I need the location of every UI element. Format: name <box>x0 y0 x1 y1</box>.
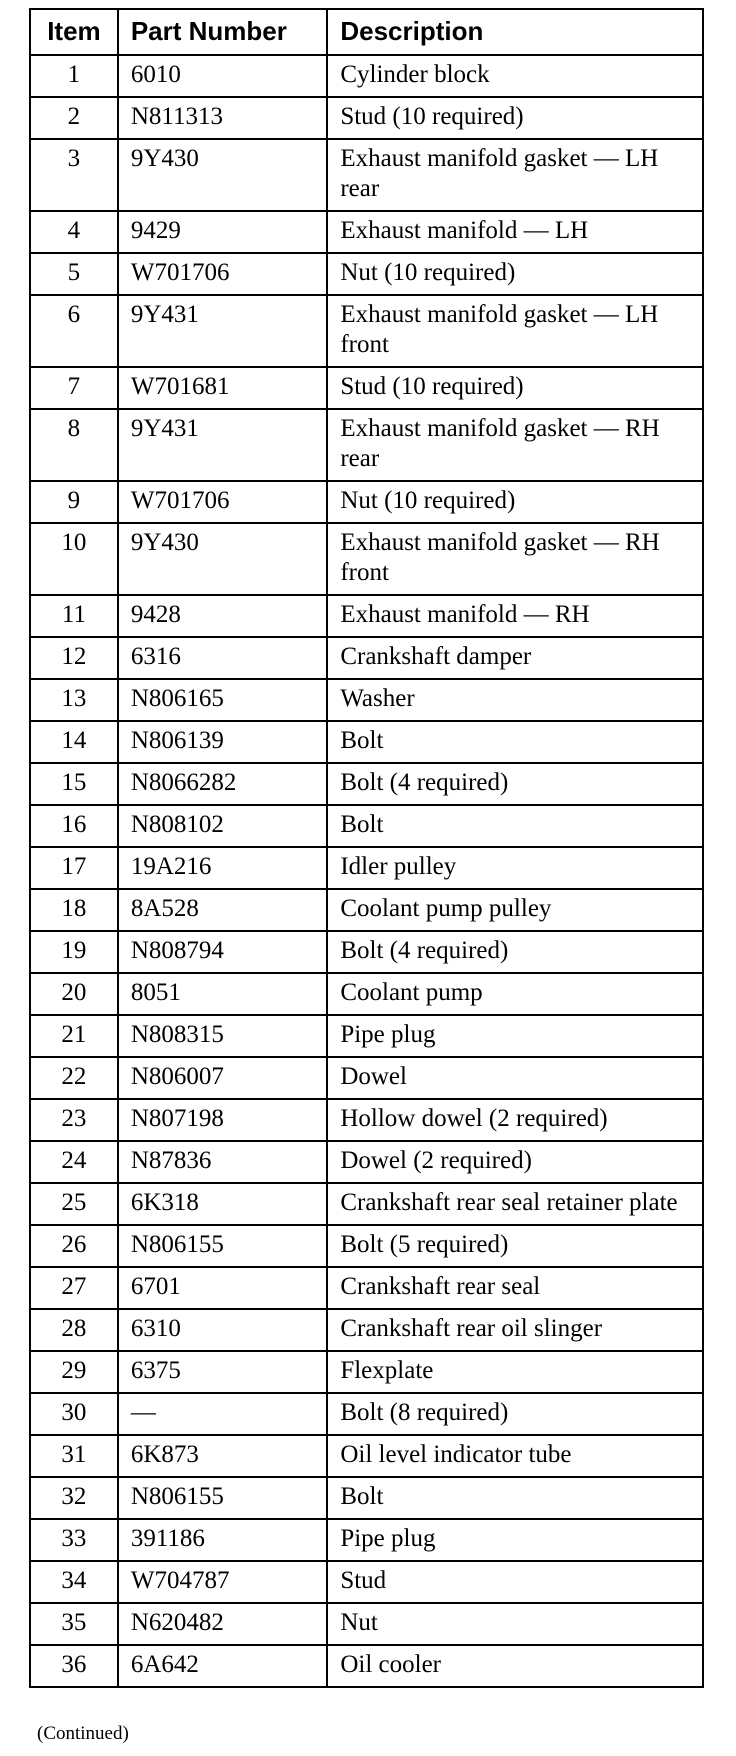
description-cell: Exhaust manifold gasket — RH front <box>327 523 703 595</box>
item-cell: 14 <box>30 721 118 763</box>
table-row <box>30 763 703 805</box>
description-cell: Stud <box>327 1561 703 1603</box>
item-cell: 32 <box>30 1477 118 1519</box>
item-cell: 21 <box>30 1015 118 1057</box>
description-cell: Crankshaft damper <box>327 637 703 679</box>
header-item: Item <box>30 9 118 55</box>
table-row <box>30 139 703 211</box>
part-number-cell: 9Y431 <box>118 409 327 481</box>
table-row <box>30 889 703 931</box>
description-cell: Exhaust manifold gasket — LH rear <box>327 139 703 211</box>
table-row <box>30 1393 703 1435</box>
continued-note: (Continued) <box>37 1723 129 1744</box>
table-row <box>30 1603 703 1645</box>
part-number-cell: 6K873 <box>118 1435 327 1477</box>
description-cell: Exhaust manifold — RH <box>327 595 703 637</box>
item-cell: 12 <box>30 637 118 679</box>
description-cell: Oil level indicator tube <box>327 1435 703 1477</box>
item-cell: 26 <box>30 1225 118 1267</box>
description-cell: Exhaust manifold — LH <box>327 211 703 253</box>
part-number-cell: N806007 <box>118 1057 327 1099</box>
item-cell: 13 <box>30 679 118 721</box>
description-cell: Crankshaft rear seal <box>327 1267 703 1309</box>
item-cell: 36 <box>30 1645 118 1687</box>
description-cell: Coolant pump <box>327 973 703 1015</box>
table-header-row <box>30 9 703 55</box>
table-row <box>30 481 703 523</box>
item-cell: 1 <box>30 55 118 97</box>
item-cell: 24 <box>30 1141 118 1183</box>
table-row <box>30 97 703 139</box>
item-cell: 33 <box>30 1519 118 1561</box>
description-cell: Bolt (4 required) <box>327 931 703 973</box>
part-number-cell: N8066282 <box>118 763 327 805</box>
part-number-cell: W701706 <box>118 253 327 295</box>
part-number-cell: N806165 <box>118 679 327 721</box>
table-row <box>30 1435 703 1477</box>
description-cell: Hollow dowel (2 required) <box>327 1099 703 1141</box>
description-cell: Bolt <box>327 721 703 763</box>
table-row <box>30 1645 703 1687</box>
part-number-cell: N806139 <box>118 721 327 763</box>
part-number-cell: 9429 <box>118 211 327 253</box>
table-row <box>30 1351 703 1393</box>
table-row <box>30 1057 703 1099</box>
part-number-cell: N806155 <box>118 1477 327 1519</box>
table-row <box>30 1519 703 1561</box>
table-row <box>30 637 703 679</box>
table-row <box>30 55 703 97</box>
item-cell: 23 <box>30 1099 118 1141</box>
table-row <box>30 1141 703 1183</box>
item-cell: 17 <box>30 847 118 889</box>
table-row <box>30 1099 703 1141</box>
description-cell: Bolt (4 required) <box>327 763 703 805</box>
table-row <box>30 1267 703 1309</box>
description-cell: Exhaust manifold gasket — RH rear <box>327 409 703 481</box>
description-cell: Nut (10 required) <box>327 253 703 295</box>
description-cell: Stud (10 required) <box>327 97 703 139</box>
part-number-cell: 391186 <box>118 1519 327 1561</box>
item-cell: 34 <box>30 1561 118 1603</box>
item-cell: 29 <box>30 1351 118 1393</box>
item-cell: 25 <box>30 1183 118 1225</box>
part-number-cell: N87836 <box>118 1141 327 1183</box>
item-cell: 31 <box>30 1435 118 1477</box>
table-row <box>30 973 703 1015</box>
header-part-number: Part Number <box>118 9 327 55</box>
description-cell: Washer <box>327 679 703 721</box>
table-row <box>30 679 703 721</box>
item-cell: 27 <box>30 1267 118 1309</box>
part-number-cell: W701706 <box>118 481 327 523</box>
part-number-cell: 6316 <box>118 637 327 679</box>
item-cell: 3 <box>30 139 118 211</box>
description-cell: Nut (10 required) <box>327 481 703 523</box>
description-cell: Stud (10 required) <box>327 367 703 409</box>
table-row <box>30 367 703 409</box>
description-cell: Crankshaft rear seal retainer plate <box>327 1183 703 1225</box>
item-cell: 22 <box>30 1057 118 1099</box>
table-row <box>30 1561 703 1603</box>
description-cell: Pipe plug <box>327 1519 703 1561</box>
part-number-cell: 6310 <box>118 1309 327 1351</box>
item-cell: 5 <box>30 253 118 295</box>
description-cell: Exhaust manifold gasket — LH front <box>327 295 703 367</box>
item-cell: 28 <box>30 1309 118 1351</box>
part-number-cell: N806155 <box>118 1225 327 1267</box>
table-row <box>30 931 703 973</box>
table-row <box>30 211 703 253</box>
table-row <box>30 595 703 637</box>
item-cell: 15 <box>30 763 118 805</box>
item-cell: 30 <box>30 1393 118 1435</box>
description-cell: Coolant pump pulley <box>327 889 703 931</box>
description-cell: Bolt (5 required) <box>327 1225 703 1267</box>
part-number-cell: N811313 <box>118 97 327 139</box>
part-number-cell: N808794 <box>118 931 327 973</box>
description-cell: Dowel <box>327 1057 703 1099</box>
description-cell: Nut <box>327 1603 703 1645</box>
description-cell: Idler pulley <box>327 847 703 889</box>
part-number-cell: — <box>118 1393 327 1435</box>
item-cell: 4 <box>30 211 118 253</box>
part-number-cell: 6K318 <box>118 1183 327 1225</box>
table-row <box>30 847 703 889</box>
description-cell: Oil cooler <box>327 1645 703 1687</box>
item-cell: 16 <box>30 805 118 847</box>
part-number-cell: N807198 <box>118 1099 327 1141</box>
part-number-cell: 9Y430 <box>118 139 327 211</box>
part-number-cell: 19A216 <box>118 847 327 889</box>
table-row <box>30 253 703 295</box>
description-cell: Cylinder block <box>327 55 703 97</box>
item-cell: 10 <box>30 523 118 595</box>
part-number-cell: W704787 <box>118 1561 327 1603</box>
table-row <box>30 523 703 595</box>
description-cell: Dowel (2 required) <box>327 1141 703 1183</box>
part-number-cell: N808315 <box>118 1015 327 1057</box>
part-number-cell: 6A642 <box>118 1645 327 1687</box>
table-body <box>30 55 703 1687</box>
table-row <box>30 409 703 481</box>
part-number-cell: N620482 <box>118 1603 327 1645</box>
part-number-cell: 8051 <box>118 973 327 1015</box>
part-number-cell: 8A528 <box>118 889 327 931</box>
description-cell: Bolt <box>327 1477 703 1519</box>
parts-table <box>29 8 704 1688</box>
description-cell: Pipe plug <box>327 1015 703 1057</box>
part-number-cell: N808102 <box>118 805 327 847</box>
table-row <box>30 1309 703 1351</box>
table-row <box>30 1225 703 1267</box>
item-cell: 20 <box>30 973 118 1015</box>
item-cell: 9 <box>30 481 118 523</box>
part-number-cell: 9Y430 <box>118 523 327 595</box>
item-cell: 35 <box>30 1603 118 1645</box>
item-cell: 2 <box>30 97 118 139</box>
part-number-cell: 6010 <box>118 55 327 97</box>
part-number-cell: W701681 <box>118 367 327 409</box>
part-number-cell: 9428 <box>118 595 327 637</box>
item-cell: 6 <box>30 295 118 367</box>
item-cell: 8 <box>30 409 118 481</box>
table-row <box>30 721 703 763</box>
table-row <box>30 805 703 847</box>
table-row <box>30 1183 703 1225</box>
item-cell: 11 <box>30 595 118 637</box>
part-number-cell: 9Y431 <box>118 295 327 367</box>
item-cell: 19 <box>30 931 118 973</box>
part-number-cell: 6375 <box>118 1351 327 1393</box>
part-number-cell: 6701 <box>118 1267 327 1309</box>
item-cell: 7 <box>30 367 118 409</box>
item-cell: 18 <box>30 889 118 931</box>
table-row <box>30 1477 703 1519</box>
header-description: Description <box>327 9 703 55</box>
table-row <box>30 1015 703 1057</box>
description-cell: Bolt (8 required) <box>327 1393 703 1435</box>
description-cell: Bolt <box>327 805 703 847</box>
table-row <box>30 295 703 367</box>
description-cell: Flexplate <box>327 1351 703 1393</box>
description-cell: Crankshaft rear oil slinger <box>327 1309 703 1351</box>
